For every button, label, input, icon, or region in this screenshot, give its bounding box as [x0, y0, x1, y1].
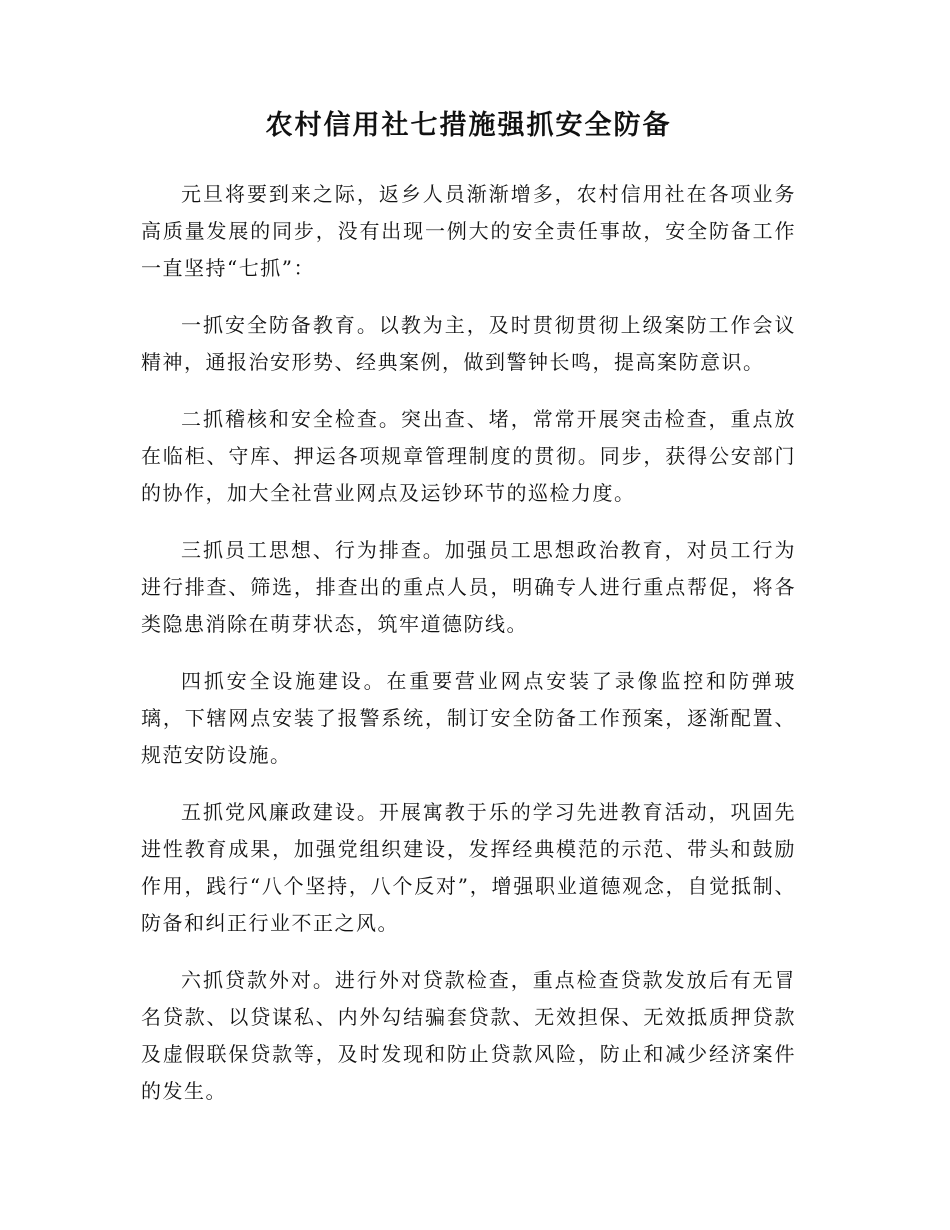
paragraph-measure-1: 一抓安全防备教育。以教为主，及时贯彻贯彻上级案防工作会议精神，通报治安形势、经典案例，做到警钟长鸣，提高案防意识。: [141, 313, 796, 374]
paragraph-intro: 元旦将要到来之际，返乡人员渐渐增多，农村信用社在各项业务高质量发展的同步，没有出现一例大的安全责任事故，安全防备工作一直坚持“七抓”：: [141, 182, 796, 280]
paragraph-measure-4: 四抓安全设施建设。在重要营业网点安装了录像监控和防弹玻璃，下辖网点安装了报警系统，制订安全防备工作预案，逐渐配置、规范安防设施。: [141, 669, 796, 767]
paragraph-measure-2: 二抓稽核和安全检查。突出查、堵，常常开展突击检查，重点放在临柜、守库、押运各项规章管理制度的贯彻。同步，获得公安部门的协作，加大全社营业网点及运钞环节的巡检力度。: [141, 407, 796, 505]
paragraph-measure-6: 六抓贷款外对。进行外对贷款检查，重点检查贷款发放后有无冒名贷款、以贷谋私、内外勾结骗套贷款、无效担保、无效抵质押贷款及虚假联保贷款等，及时发现和防止贷款风险，防止和减少经济案件的发生。: [141, 968, 796, 1103]
document-title: 农村信用社七措施强抓安全防备: [265, 110, 672, 141]
document-page: [141, 104, 796, 1130]
paragraph-measure-5: 五抓党风廉政建设。开展寓教于乐的学习先进教育活动，巩固先进性教育成果，加强党组织建设，发挥经典模范的示范、带头和鼓励作用，践行“八个坚持，八个反对”，增强职业道德观念，自觉抵制、防备和纠正行业不正之风。: [141, 800, 796, 935]
paragraph-measure-3: 三抓员工思想、行为排查。加强员工思想政治教育，对员工行为进行排查、筛选，排查出的重点人员，明确专人进行重点帮促，将各类隐患消除在萌芽状态，筑牢道德防线。: [141, 538, 796, 636]
